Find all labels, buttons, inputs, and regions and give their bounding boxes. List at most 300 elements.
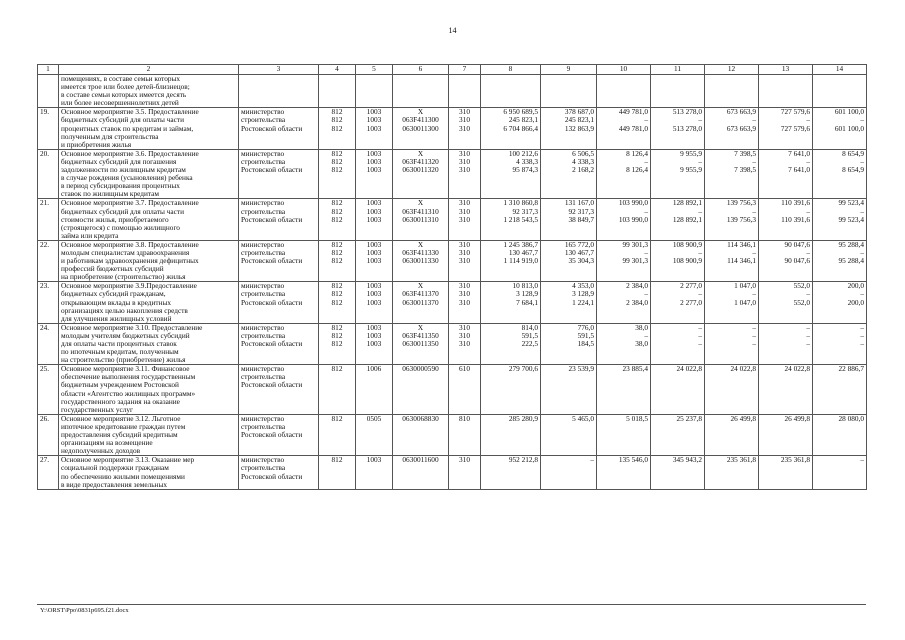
cell-c11 <box>651 323 705 364</box>
col-header: 9 <box>541 65 597 75</box>
col-header: 10 <box>597 65 651 75</box>
measure-name: Основное мероприятие 3.9.Предоставление бюджетных субсидий гражданам, открывающим вклады в кредитных организациях целью накопления средств для улучшения жилищных условий <box>59 282 239 323</box>
cell-value: 310 <box>459 322 470 332</box>
col-header: 4 <box>319 65 356 75</box>
cell-c12 <box>705 108 759 149</box>
row-number: 22. <box>38 240 59 281</box>
cell-value: – <box>698 289 702 299</box>
cell-value: – <box>752 339 756 348</box>
cell-c14 <box>813 149 867 199</box>
cell-c8 <box>481 414 541 455</box>
cell-value: – <box>698 247 702 257</box>
cell-c11 <box>651 240 705 281</box>
cell-value: – <box>752 289 756 299</box>
cell-value: – <box>644 156 648 166</box>
cell-c10 <box>597 108 651 149</box>
cell-value: 310 <box>459 165 470 175</box>
cell-value: – <box>860 322 864 332</box>
col-header: 13 <box>759 65 813 75</box>
cell-value: 130 467,7 <box>564 247 594 257</box>
cell-value: – <box>806 156 810 166</box>
cell-value: – <box>860 455 864 465</box>
cell-value: 99 301,3 <box>622 239 648 249</box>
cell-value: 222,5 <box>521 339 538 348</box>
cell-value: 310 <box>459 107 470 117</box>
cell-value: 1003 <box>366 239 382 249</box>
cell-value: 23 885,4 <box>622 364 648 374</box>
cell-value: 35 304,3 <box>568 256 594 266</box>
cell-c13 <box>759 414 813 455</box>
cell-c5 <box>356 414 393 455</box>
cell-value: 0630011300 <box>402 123 439 133</box>
cell-value: 673 663,9 <box>726 123 756 133</box>
cell-value: 26 499,8 <box>784 413 810 423</box>
cell-c11 <box>651 414 705 455</box>
cell-value: 26 499,8 <box>730 413 756 423</box>
cell-value: 2 384,0 <box>626 281 648 291</box>
cell-c11 <box>651 456 705 489</box>
cell-value: 812 <box>331 156 343 166</box>
cell-value: 812 <box>331 165 343 175</box>
cell-value: – <box>644 206 648 216</box>
cell-value: 1003 <box>366 281 382 291</box>
cell-c4 <box>319 456 356 489</box>
cell-c14 <box>813 414 867 455</box>
cell-value: 5 018,5 <box>626 413 648 423</box>
cell-value: – <box>860 330 864 340</box>
cell-value: 2 277,0 <box>680 297 702 307</box>
cell-value: 310 <box>459 148 470 158</box>
cell-c5 <box>356 149 393 199</box>
col-header: 8 <box>481 65 541 75</box>
cell-value: – <box>806 206 810 216</box>
cell-value: – <box>698 322 702 332</box>
cell-value: 0630011600 <box>402 455 439 465</box>
cell-c12 <box>705 199 759 240</box>
cell-c12 <box>705 456 759 489</box>
cell-value: Х <box>417 281 424 291</box>
col-header: 7 <box>449 65 481 75</box>
cell-value: – <box>698 115 702 125</box>
cell-value: 812 <box>331 148 343 158</box>
cell-value: – <box>860 339 864 348</box>
cell-c4 <box>319 240 356 281</box>
cell-value: 0630011330 <box>402 256 439 266</box>
cell-c4 <box>319 323 356 364</box>
cell-value: 727 579,6 <box>780 123 810 133</box>
cell-value: 103 990,0 <box>618 198 648 208</box>
cell-value: – <box>698 206 702 216</box>
measure-name: Основное мероприятие 3.12. Льготное ипотечное кредитование граждан путем предоставления субсидий кредитным организациям на возмещение недополученных доходов <box>59 414 239 455</box>
cell-c8 <box>481 365 541 415</box>
table-row <box>38 199 867 240</box>
cell-value: 184,5 <box>577 339 594 348</box>
executor: министерство строительства Ростовской области <box>239 282 319 323</box>
cell-value: 1 114 919,0 <box>503 256 538 266</box>
cell-value: 6 950 689,5 <box>503 107 538 117</box>
page-number: 14 <box>448 26 457 35</box>
col-header: 6 <box>393 65 449 75</box>
cell-c14 <box>813 108 867 149</box>
cell-value: 139 756,3 <box>726 214 756 224</box>
table-bottom-edge <box>37 604 866 605</box>
cell-value: Х <box>417 148 424 158</box>
cell-value: – <box>752 330 756 340</box>
cell-value: 310 <box>459 281 470 291</box>
executor: министерство строительства Ростовской области <box>239 199 319 240</box>
cell-value: 110 391,6 <box>781 214 810 224</box>
cell-value: – <box>806 322 810 332</box>
cell-value: 812 <box>331 289 343 299</box>
measure-name: Основное мероприятие 3.13. Оказание мер социальной поддержки гражданам по обеспечению жилыми помещениями в виде предоставления земельных <box>59 456 239 489</box>
cell-value: – <box>860 247 864 257</box>
cell-value: – <box>644 330 648 340</box>
cell-value: 3 128,9 <box>572 289 594 299</box>
cell-value: 310 <box>459 239 470 249</box>
cell-c5 <box>356 240 393 281</box>
row-number: 26. <box>38 414 59 455</box>
cell-value: 6 506,5 <box>572 148 594 158</box>
cell-value: 2 384,0 <box>626 297 648 307</box>
cell-value: 25 237,8 <box>676 413 702 423</box>
cell-c9 <box>541 149 597 199</box>
cell-value: 2 277,0 <box>680 281 702 291</box>
cell-c8 <box>481 199 541 240</box>
cell-value: 1003 <box>366 256 382 266</box>
cell-c4 <box>319 108 356 149</box>
cell-value: 92 317,3 <box>512 206 538 216</box>
cell-value: 9 955,9 <box>680 148 702 158</box>
cell-value: 1 047,0 <box>734 281 756 291</box>
cell-value: 108 900,9 <box>672 239 702 249</box>
cell-value: 1 310 860,8 <box>503 198 538 208</box>
cell-value: – <box>644 247 648 257</box>
cell-value: – <box>860 289 864 299</box>
cell-c7 <box>449 323 481 364</box>
cell-value: 7 398,5 <box>734 165 756 175</box>
cell-value: 4 338,3 <box>572 156 594 166</box>
cell-value: 812 <box>331 322 343 332</box>
cell-value: 22 886,7 <box>838 364 864 374</box>
row-number: 25. <box>38 365 59 415</box>
cell-value: 279 700,6 <box>508 364 538 374</box>
cell-value: – <box>806 115 810 125</box>
cell-c14 <box>813 240 867 281</box>
cell-value: 552,0 <box>793 281 810 291</box>
cell-c5 <box>356 323 393 364</box>
cell-c8 <box>481 149 541 199</box>
continuation-text: помещениях, в составе семьи которых имеется трое или более детей-близнецов; в составе семьи которых имеется десять или более несовершеннолетних детей <box>59 75 239 108</box>
cell-value: – <box>698 156 702 166</box>
row-number: 27. <box>38 456 59 489</box>
table-row <box>38 149 867 199</box>
cell-value: 812 <box>331 123 343 133</box>
cell-value: 449 781,0 <box>618 107 648 117</box>
cell-c7 <box>449 149 481 199</box>
cell-value: 245 823,1 <box>508 115 538 125</box>
cell-value: Х <box>417 107 424 117</box>
cell-value: 0630011370 <box>402 297 439 307</box>
cell-value: Х <box>417 239 424 249</box>
cell-c4 <box>319 149 356 199</box>
cell-value: 812 <box>331 247 343 257</box>
cell-c11 <box>651 149 705 199</box>
cell-value: 310 <box>459 214 470 224</box>
cell-c11 <box>651 365 705 415</box>
cell-value: 1003 <box>366 198 382 208</box>
cell-value: Х <box>417 198 424 208</box>
cell-c7 <box>449 108 481 149</box>
cell-value: 23 539,9 <box>568 364 594 374</box>
cell-value: – <box>644 289 648 299</box>
cell-value: 7 398,5 <box>734 148 756 158</box>
cell-value: 812 <box>331 413 343 423</box>
cell-value: – <box>698 339 702 348</box>
cell-c12 <box>705 323 759 364</box>
cell-c13 <box>759 365 813 415</box>
cell-c14 <box>813 282 867 323</box>
cell-c6 <box>393 414 449 455</box>
cell-value: 1 224,1 <box>572 297 594 307</box>
col-header: 1 <box>38 65 59 75</box>
cell-value: 24 022,8 <box>784 364 810 374</box>
cell-value: 310 <box>459 339 470 348</box>
cell-value: 103 990,0 <box>618 214 648 224</box>
cell-value: 812 <box>331 256 343 266</box>
cell-value: 128 892,1 <box>672 214 702 224</box>
cell-c14 <box>813 323 867 364</box>
cell-c13 <box>759 323 813 364</box>
executor: министерство строительства Ростовской области <box>239 240 319 281</box>
col-header: 5 <box>356 65 393 75</box>
cell-value: 345 943,2 <box>672 455 702 465</box>
cell-c9 <box>541 199 597 240</box>
cell-value: 92 317,3 <box>568 206 594 216</box>
measure-name: Основное мероприятие 3.5. Предоставление бюджетных субсидий для оплаты части процентных ставок по кредитам и займам, полученным для строительства и приобретения жилья <box>59 108 239 149</box>
row-number: 20. <box>38 149 59 199</box>
cell-value: 135 546,0 <box>618 455 648 465</box>
cell-c7 <box>449 414 481 455</box>
cell-c5 <box>356 365 393 415</box>
cell-value: 513 278,0 <box>672 107 702 117</box>
cell-value: 812 <box>331 198 343 208</box>
cell-value: 310 <box>459 198 470 208</box>
cell-value: 0505 <box>366 413 382 423</box>
cell-value: 95 874,3 <box>512 165 538 175</box>
header-row <box>38 65 867 75</box>
cell-c7 <box>449 365 481 415</box>
cell-c6 <box>393 240 449 281</box>
cell-value: 513 278,0 <box>672 123 702 133</box>
cell-value: 063F411370 <box>402 289 439 299</box>
measure-name: Основное мероприятие 3.6. Предоставление бюджетных субсидий для погашения задолженности по жилищным кредитам в случае рождения (усыновления) ребенка в период субсидирования процентных ставок по жилищным кредитам <box>59 149 239 199</box>
cell-value: 812 <box>331 281 343 291</box>
cell-value: 4 338,3 <box>516 156 538 166</box>
cell-value: 95 288,4 <box>838 239 864 249</box>
cell-value: 235 361,8 <box>726 455 756 465</box>
cell-value: 1003 <box>366 115 382 125</box>
cell-c10 <box>597 365 651 415</box>
cell-value: 1003 <box>366 156 382 166</box>
cell-value: 552,0 <box>793 297 810 307</box>
cell-value: 7 684,1 <box>516 297 538 307</box>
cell-value: 310 <box>459 297 470 307</box>
cell-c9 <box>541 456 597 489</box>
cell-value: 130 467,7 <box>508 247 538 257</box>
measure-name: Основное мероприятие 3.8. Предоставление молодым специалистам здравоохранения и работникам здравоохранения дефицитных профессий бюджетных субсидий на приобретение (строительство) жилья <box>59 240 239 281</box>
cell-value: 1006 <box>366 364 382 374</box>
cell-value: 1003 <box>366 148 382 158</box>
cell-value: 38 849,7 <box>568 214 594 224</box>
cell-value: 235 361,8 <box>780 455 810 465</box>
cell-value: 8 126,4 <box>626 165 648 175</box>
cell-value: 1003 <box>366 107 382 117</box>
cell-value: 310 <box>459 115 470 125</box>
cell-c8 <box>481 240 541 281</box>
cell-value: – <box>860 156 864 166</box>
cell-c12 <box>705 414 759 455</box>
cell-c9 <box>541 323 597 364</box>
cell-value: 1003 <box>366 339 382 348</box>
cell-c10 <box>597 282 651 323</box>
cell-value: – <box>806 339 810 348</box>
program-table <box>37 64 867 490</box>
col-header: 14 <box>813 65 867 75</box>
cell-value: 1003 <box>366 214 382 224</box>
cell-c7 <box>449 199 481 240</box>
cell-value: 1003 <box>366 330 382 340</box>
cell-value: 8 654,9 <box>842 148 864 158</box>
row-number: 24. <box>38 323 59 364</box>
cell-c6 <box>393 365 449 415</box>
cell-value: 95 288,4 <box>838 256 864 266</box>
cell-value: 378 687,0 <box>564 107 594 117</box>
cell-value: 310 <box>459 289 470 299</box>
cell-value: 1003 <box>366 289 382 299</box>
cell-value: – <box>698 330 702 340</box>
row-number: 19. <box>38 108 59 149</box>
cell-value: 952 212,8 <box>508 455 538 465</box>
executor: министерство строительства Ростовской области <box>239 108 319 149</box>
cell-c6 <box>393 323 449 364</box>
cell-value: 063F411300 <box>402 115 439 125</box>
cell-value: 812 <box>331 239 343 249</box>
cell-value: 673 663,9 <box>726 107 756 117</box>
table-row <box>38 365 867 415</box>
cell-c8 <box>481 456 541 489</box>
cell-value: 139 756,3 <box>726 198 756 208</box>
cell-value: 310 <box>459 256 470 266</box>
cell-c4 <box>319 282 356 323</box>
cell-value: 814,0 <box>521 322 538 332</box>
cell-value: 1003 <box>366 165 382 175</box>
cell-value: 1 218 543,5 <box>503 214 538 224</box>
cell-c5 <box>356 108 393 149</box>
cell-c10 <box>597 456 651 489</box>
cell-value: 200,0 <box>847 297 864 307</box>
cell-value: 10 813,0 <box>512 281 538 291</box>
cell-value: 812 <box>331 364 343 374</box>
cell-c14 <box>813 365 867 415</box>
cell-c8 <box>481 323 541 364</box>
cell-c13 <box>759 108 813 149</box>
cell-value: 310 <box>459 247 470 257</box>
cell-value: – <box>644 115 648 125</box>
cell-value: 132 863,9 <box>564 123 594 133</box>
cell-c12 <box>705 240 759 281</box>
cell-value: 310 <box>459 206 470 216</box>
cell-value: 727 579,6 <box>780 107 810 117</box>
cell-value: 131 167,0 <box>564 198 594 208</box>
cell-value: 114 346,1 <box>727 239 756 249</box>
col-header: 12 <box>705 65 759 75</box>
table-row <box>38 240 867 281</box>
cell-c13 <box>759 456 813 489</box>
cell-c9 <box>541 282 597 323</box>
cell-value: 1003 <box>366 322 382 332</box>
executor: министерство строительства Ростовской области <box>239 149 319 199</box>
cell-value: 110 391,6 <box>781 198 810 208</box>
cell-value: 165 772,0 <box>564 239 594 249</box>
row-number: 23. <box>38 282 59 323</box>
row-number: 21. <box>38 199 59 240</box>
cell-value: – <box>752 322 756 332</box>
cell-c10 <box>597 414 651 455</box>
cell-value: 0630000590 <box>402 364 439 374</box>
cell-value: 114 346,1 <box>727 256 756 266</box>
cell-c7 <box>449 456 481 489</box>
cell-value: 812 <box>331 455 343 465</box>
cell-value: 0630011310 <box>402 214 439 224</box>
cell-c14 <box>813 199 867 240</box>
cell-c5 <box>356 199 393 240</box>
cell-c10 <box>597 149 651 199</box>
cell-value: 7 641,0 <box>788 148 810 158</box>
executor: министерство строительства Ростовской области <box>239 414 319 455</box>
cell-value: 6 704 866,4 <box>503 123 538 133</box>
cell-value: – <box>806 247 810 257</box>
cell-value: 8 654,9 <box>842 165 864 175</box>
executor: министерство строительства Ростовской области <box>239 456 319 489</box>
cell-value: 99 523,4 <box>838 214 864 224</box>
cell-value: 108 900,9 <box>672 256 702 266</box>
cell-value: – <box>752 206 756 216</box>
table-row <box>38 282 867 323</box>
cell-value: 776,0 <box>577 322 594 332</box>
cell-value: 063F411320 <box>402 156 439 166</box>
cell-c7 <box>449 282 481 323</box>
cell-value: 0630011320 <box>402 165 439 175</box>
cell-value: 812 <box>331 330 343 340</box>
cell-c10 <box>597 199 651 240</box>
cell-value: 812 <box>331 115 343 125</box>
cell-value: 1003 <box>366 123 382 133</box>
cell-value: 063F411330 <box>402 247 439 257</box>
continuation-row <box>38 75 867 108</box>
cell-value: 310 <box>459 156 470 166</box>
cell-c6 <box>393 108 449 149</box>
cell-value: 601 100,0 <box>834 123 864 133</box>
file-path-footer: Y:\ORST\Ppo\0831p695.f21.docx <box>40 607 129 614</box>
cell-value: 285 280,9 <box>508 413 538 423</box>
cell-value: 812 <box>331 297 343 307</box>
cell-value: 812 <box>331 214 343 224</box>
cell-value: 38,0 <box>635 339 648 348</box>
cell-value: – <box>752 247 756 257</box>
cell-value: 4 353,0 <box>572 281 594 291</box>
cell-c4 <box>319 199 356 240</box>
cell-c11 <box>651 199 705 240</box>
